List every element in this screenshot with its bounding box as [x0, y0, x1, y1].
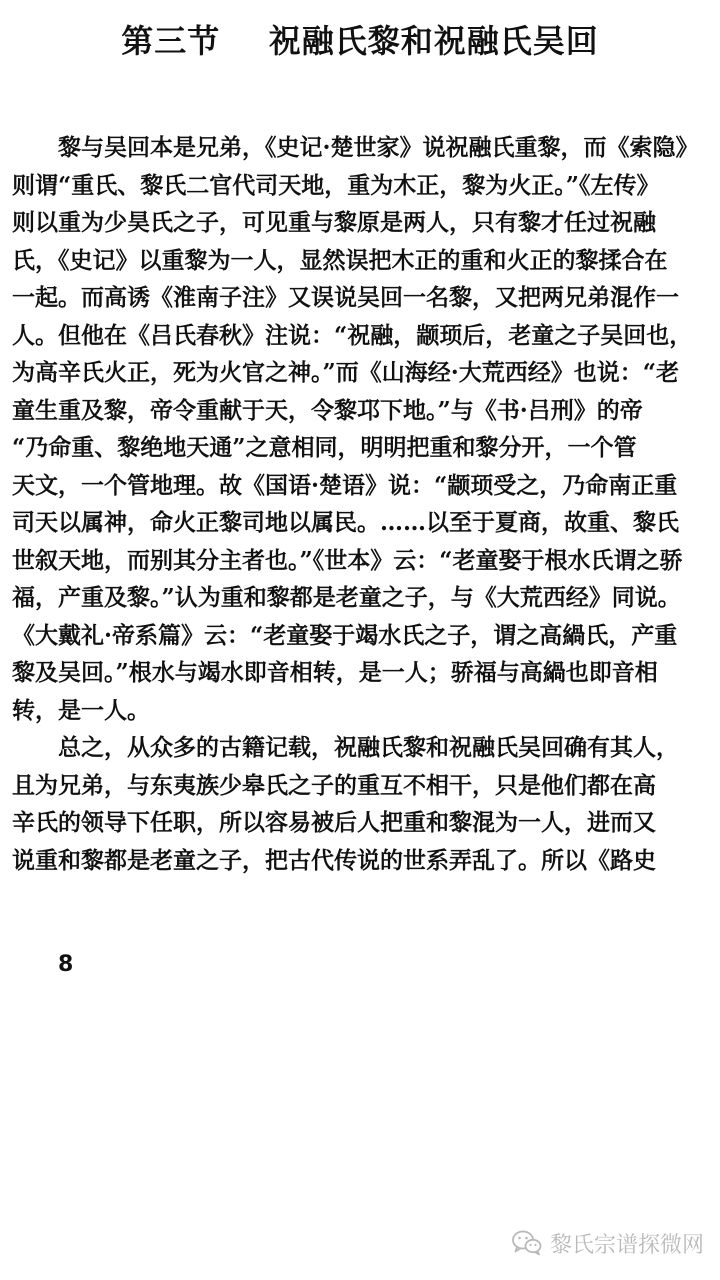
text-line: 天文，一个管地理。故《国语·楚语》说：“颛顼受之，乃命南正重: [12, 471, 678, 499]
text-line: 一起。而高诱《淮南子注》又误说吴回一名黎，又把两兄弟混作一: [12, 284, 679, 311]
text-line: 则以重为少昊氏之子，可见重与黎原是两人，只有黎才任过祝融: [12, 209, 656, 236]
text-line: 且为兄弟，与东夷族少皋氏之子的重互不相干，只是他们都在高: [12, 771, 656, 799]
text-line: 司天以属神，命火正黎司地以属民。……以至于夏商，故重、黎氏: [12, 509, 679, 536]
text-line: 福，产重及黎。”认为重和黎都是老童之子，与《大荒西经》同说。: [12, 584, 681, 611]
text-line: 《大戴礼·帝系篇》云：“老童娶于竭水氏之子，谓之高緺氏，产重: [12, 621, 678, 649]
text-line: 辛氏的领导下任职，所以容易被后人把重和黎混为一人，进而又: [12, 809, 656, 836]
text-line: 转，是一人。: [12, 696, 150, 724]
text-line: 世叙天地，而别其分主者也。”《世本》云：“老童娶于根水氏谓之骄: [12, 546, 683, 574]
text-line: 黎与吴回本是兄弟，《史记·楚世家》说祝融氏重黎，而《索隐》: [12, 134, 699, 161]
text-line: 则谓“重氏、黎氏二官代司天地，重为木正，黎为火正。”《左传》: [12, 171, 660, 199]
body-text: [12, 129, 702, 879]
page-number: 8: [58, 952, 74, 977]
wechat-icon: [512, 1230, 542, 1256]
text-line: 黎及吴回。”根水与竭水即音相转，是一人；骄福与高緺也即音相: [12, 659, 658, 686]
text-line: 人。但他在《吕氏春秋》注说：“祝融，颛顼后，老童之子吴回也，: [12, 321, 693, 349]
watermark: [512, 1228, 704, 1258]
section-title: 第三节 祝融氏黎和祝融氏吴回: [121, 22, 599, 60]
text-line: 总之，从众多的古籍记载，祝融氏黎和祝融氏吴回确有其人，: [12, 734, 679, 761]
text-line: “乃命重、黎绝地天通”之意相同，明明把重和黎分开，一个管: [12, 434, 637, 461]
text-line: 为高辛氏火正，死为火官之神。”而《山海经·大荒西经》也说：“老: [12, 359, 679, 386]
text-line: 童生重及黎，帝令重献于天，令黎邛下地。”与《书·吕刑》的帝: [12, 396, 643, 424]
text-line: 氏，《史记》以重黎为一人，显然误把木正的重和火正的黎揉合在: [12, 246, 668, 274]
watermark-text: 黎氏宗谱探微网: [549, 1232, 704, 1258]
text-line: 说重和黎都是老童之子，把古代传说的世系弄乱了。所以《路史: [12, 846, 656, 874]
